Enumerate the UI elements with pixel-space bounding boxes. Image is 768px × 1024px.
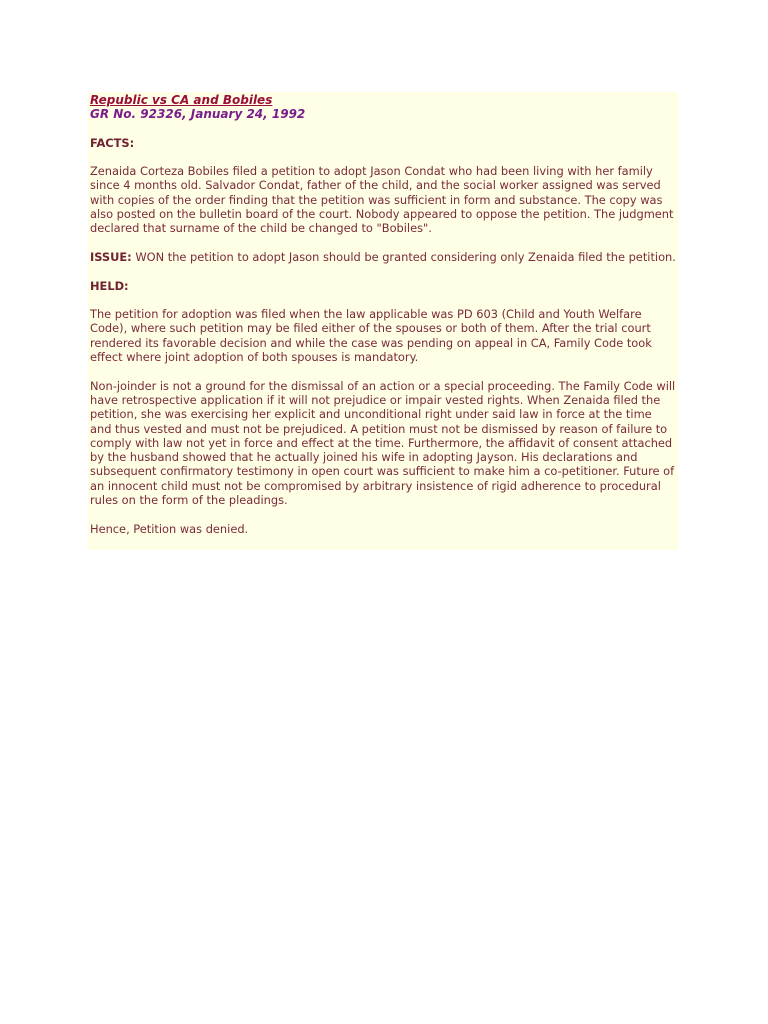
held-paragraph-1: The petition for adoption was filed when the law applicable was PD 603 (Child and Youth Welfare Code), where such petition may be filed either of the spouses or both of them. After the trial court rendered its favorable decision and while the case was pending on appeal in CA, Family Code took effect where joint adoption of both spouses is mandatory. [90,307,652,365]
issue-label: ISSUE: [90,249,132,264]
case-digest [88,92,678,550]
facts-paragraph: Zenaida Corteza Bobiles filed a petition to adopt Jason Condat who had been living with her family since 4 months old. Salvador Condat, father of the child, and the social worker assigned was served with copies of the order finding that the petition was sufficient in form and substance. The copy was also posted on the bulletin board of the court. Nobody appeared to oppose the petition. The judgment declared that surname of the child be changed to "Bobiles". [90,164,674,236]
spacer [90,150,676,164]
held-heading: HELD: [90,278,129,293]
spacer [90,293,676,307]
spacer [90,364,676,378]
spacer [90,264,676,278]
issue-text: WON the petition to adopt Jason should be granted considering only Zenaida filed the petition. [131,249,676,264]
conclusion: Hence, Petition was denied. [90,521,249,536]
held-paragraph-2: Non-joinder is not a ground for the dismissal of an action or a special proceeding. The Family Code will have retrospective application if it will not prejudice or impair vested rights. When Zenaida filed the petition, she was exercising her explicit and unconditional right under said law in force at the time and thus vested and must not be prejudiced. A petition must not be dismissed by reason of failure to comply with law not yet in force and effect at the time. Furthermore, the affidavit of consent attached by the husband showed that he actually joined his wife in adopting Jayson. His declarations and subsequent confirmatory testimony in open court was sufficient to make him a co-petitioner. Future of an innocent child must not be compromised by arbitrary insistence of rigid adherence to procedural rules on the form of the pleadings. [90,378,676,508]
spacer [90,507,676,521]
spacer [90,236,676,250]
issue-paragraph [90,250,676,264]
facts-heading: FACTS: [90,135,135,150]
spacer [90,121,676,135]
case-number: GR No. 92326, January 24, 1992 [90,107,306,122]
case-title-link[interactable]: Republic vs CA and Bobiles [90,93,273,107]
